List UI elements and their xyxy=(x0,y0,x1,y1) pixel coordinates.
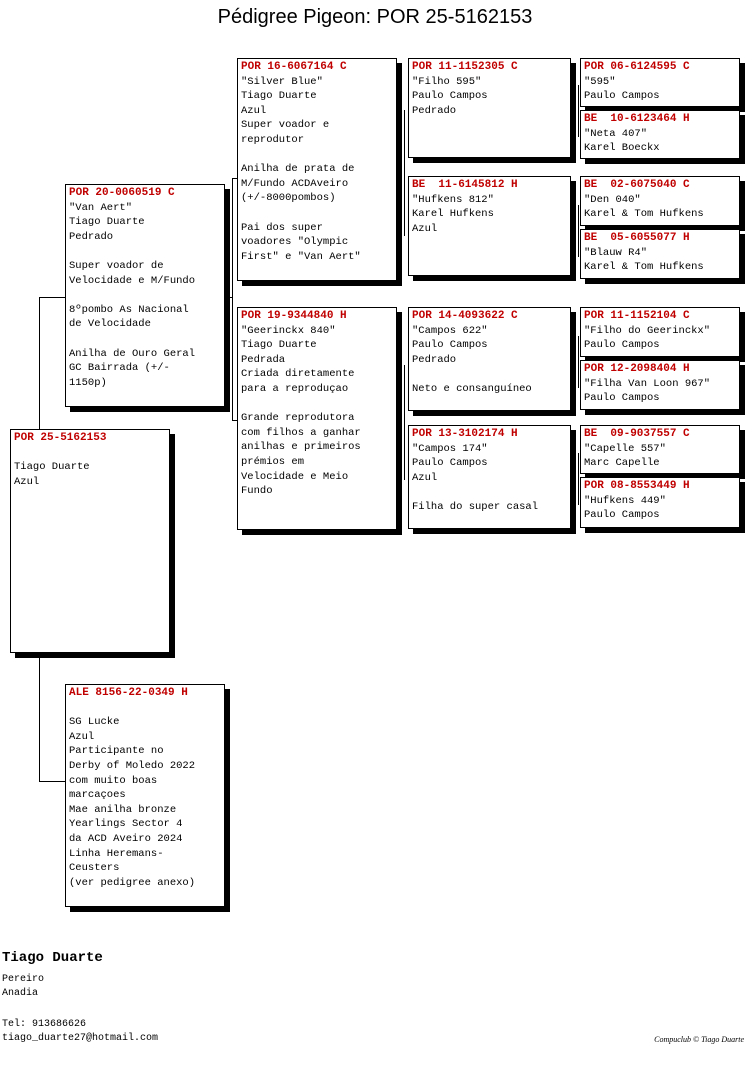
ancestor-box xyxy=(580,425,740,474)
connector-line xyxy=(225,297,233,298)
ring-number: BE 11-6145812 H xyxy=(412,179,518,191)
info-line: Super voador de xyxy=(69,259,164,272)
info-line: Tiago Duarte xyxy=(69,216,145,229)
info-line: (+/-8000pombos) xyxy=(241,192,336,205)
ancestor-box xyxy=(580,360,740,410)
ring-number: POR 16-6067164 C xyxy=(241,61,347,73)
info-line: Paulo Campos xyxy=(412,90,488,103)
info-line: "Geerinckx 840" xyxy=(241,324,336,337)
info-line: Paulo Campos xyxy=(584,90,660,103)
info-line xyxy=(412,367,567,382)
info-line: Pedrada xyxy=(241,353,286,366)
info-line: Tiago Duarte xyxy=(14,461,90,474)
info-line: Anilha de Ouro Geral xyxy=(69,347,196,360)
connector-line xyxy=(39,655,40,781)
credit-text: Compuclub © Tiago Duarte xyxy=(654,1035,744,1044)
info-line: Karel & Tom Hufkens xyxy=(584,261,704,274)
info-line: 1150p) xyxy=(69,376,107,389)
owner-city: Anadia xyxy=(2,988,39,999)
info-line: "Capelle 557" xyxy=(584,442,666,455)
connector-line xyxy=(578,205,579,257)
ring-number: BE 02-6075040 C xyxy=(584,179,690,191)
info-line: com muito boas xyxy=(69,774,158,787)
info-line: Karel Boeckx xyxy=(584,142,660,155)
owner-phone: Tel: 913686626 xyxy=(2,1019,87,1030)
info-line: "Campos 174" xyxy=(412,442,488,455)
info-line: Paulo Campos xyxy=(412,339,488,352)
ring-number: POR 12-2098404 H xyxy=(584,363,690,375)
info-line: de Velocidade xyxy=(69,318,151,331)
connector-line xyxy=(404,110,405,236)
ring-number: POR 11-1152305 C xyxy=(412,61,518,73)
owner-email: tiago_duarte27@hotmail.com xyxy=(2,1033,159,1044)
ancestor-box xyxy=(580,176,740,226)
info-line: reprodutor xyxy=(241,133,305,146)
ancestor-box xyxy=(580,307,740,357)
connector-line xyxy=(578,453,579,505)
info-line: Marc Capelle xyxy=(584,457,660,470)
info-line xyxy=(69,332,221,347)
info-line: Pedrado xyxy=(412,104,457,117)
info-line: SG Lucke xyxy=(69,716,120,729)
info-line: "Van Aert" xyxy=(69,201,133,214)
info-line xyxy=(69,288,221,303)
info-line: GC Bairrada (+/- xyxy=(69,362,170,375)
info-line: Velocidade e M/Fundo xyxy=(69,274,196,287)
info-line: Linha Heremans- xyxy=(69,847,164,860)
info-line: Azul xyxy=(14,475,40,488)
info-line: Karel Hufkens xyxy=(412,208,494,221)
info-line: Participante no xyxy=(69,745,164,758)
info-line: Fundo xyxy=(241,485,273,498)
info-line: Pai dos super xyxy=(241,221,323,234)
sire-dam-box xyxy=(237,307,397,530)
info-line xyxy=(14,446,166,461)
ancestor-box xyxy=(580,229,740,279)
info-line: Azul xyxy=(412,471,438,484)
info-line: voadores "Olympic xyxy=(241,236,349,249)
subject-pigeon-box xyxy=(10,429,170,653)
info-line: "Campos 622" xyxy=(412,324,488,337)
info-line: "Filho do Geerinckx" xyxy=(584,324,711,337)
info-line: Azul xyxy=(69,730,95,743)
info-line: Derby of Moledo 2022 xyxy=(69,759,196,772)
ring-number: POR 25-5162153 xyxy=(14,432,107,444)
info-line: prémios em xyxy=(241,455,305,468)
info-line: "Den 040" xyxy=(584,193,641,206)
ring-number: POR 08-8553449 H xyxy=(584,480,690,492)
sire-sire-dam-box xyxy=(408,176,571,276)
connector-line xyxy=(39,781,65,782)
sire-sire-box xyxy=(237,58,397,281)
info-line xyxy=(241,148,393,163)
info-line: Filha do super casal xyxy=(412,500,539,513)
info-line: Azul xyxy=(412,222,438,235)
info-line: M/Fundo ACDAveiro xyxy=(241,177,349,190)
ring-number: POR 13-3102174 H xyxy=(412,428,518,440)
info-line: "Filha Van Loon 967" xyxy=(584,377,711,390)
ancestor-box xyxy=(580,110,740,159)
info-line xyxy=(412,485,567,500)
info-line: Tiago Duarte xyxy=(241,90,317,103)
ancestor-box xyxy=(580,477,740,528)
connector-line xyxy=(39,297,40,434)
ring-number: POR 19-9344840 H xyxy=(241,310,347,322)
connector-line xyxy=(578,336,579,388)
info-line: Velocidade e Meio xyxy=(241,470,349,483)
info-line: da ACD Aveiro 2024 xyxy=(69,832,183,845)
info-line: "Blauw R4" xyxy=(584,246,648,259)
sire-dam-dam-box xyxy=(408,425,571,529)
ring-number: BE 05-6055077 H xyxy=(584,232,690,244)
info-line: com filhos a ganhar xyxy=(241,426,361,439)
info-line: "Hufkens 812" xyxy=(412,193,494,206)
connector-line xyxy=(578,85,579,137)
ring-number: POR 11-1152104 C xyxy=(584,310,690,322)
connector-line xyxy=(232,178,233,420)
info-line: First" e "Van Aert" xyxy=(241,250,361,263)
sire-dam-sire-box xyxy=(408,307,571,411)
ring-number: POR 20-0060519 C xyxy=(69,187,175,199)
info-line: Criada diretamente xyxy=(241,368,355,381)
info-line: Super voador e xyxy=(241,119,330,132)
sire-sire-sire-box xyxy=(408,58,571,158)
info-line: para a reproduçao xyxy=(241,382,349,395)
ring-number: POR 14-4093622 C xyxy=(412,310,518,322)
info-line: Mae anilha bronze xyxy=(69,803,177,816)
info-line: marcaçoes xyxy=(69,789,126,802)
info-line: 8ºpombo As Nacional xyxy=(69,303,189,316)
info-line: "Filho 595" xyxy=(412,75,482,88)
info-line xyxy=(69,244,221,259)
sire-box xyxy=(65,184,225,407)
ring-number: POR 06-6124595 C xyxy=(584,61,690,73)
info-line xyxy=(69,701,221,716)
info-line: Pedrado xyxy=(69,230,114,243)
dam-box xyxy=(65,684,225,907)
ring-number: BE 10-6123464 H xyxy=(584,113,690,125)
info-line: Paulo Campos xyxy=(584,392,660,405)
info-line: Grande reprodutora xyxy=(241,412,355,425)
info-line: Anilha de prata de xyxy=(241,163,355,176)
info-line xyxy=(241,397,393,412)
info-line: "Neta 407" xyxy=(584,127,648,140)
info-line: Pedrado xyxy=(412,353,457,366)
info-line: Azul xyxy=(241,104,267,117)
info-line: Karel & Tom Hufkens xyxy=(584,208,704,221)
info-line: Paulo Campos xyxy=(584,509,660,522)
info-line: "Hufkens 449" xyxy=(584,494,666,507)
ring-number: BE 09-9037557 C xyxy=(584,428,690,440)
connector-line xyxy=(39,297,65,298)
info-line: anilhas e primeiros xyxy=(241,441,361,454)
info-line: Yearlings Sector 4 xyxy=(69,818,183,831)
info-line: Ceusters xyxy=(69,862,120,875)
ring-number: ALE 8156-22-0349 H xyxy=(69,687,188,699)
owner-location: Pereiro xyxy=(2,974,45,985)
info-line: Tiago Duarte xyxy=(241,339,317,352)
info-line: "Silver Blue" xyxy=(241,75,323,88)
ancestor-box xyxy=(580,58,740,107)
owner-contact xyxy=(2,1018,158,1046)
connector-line xyxy=(404,365,405,480)
page-title: Pédigree Pigeon: POR 25-5162153 xyxy=(217,6,533,28)
info-line: (ver pedigree anexo) xyxy=(69,876,196,889)
info-line: Neto e consanguíneo xyxy=(412,382,532,395)
owner-name: Tiago Duarte xyxy=(2,950,103,966)
owner-address xyxy=(2,973,44,1001)
info-line xyxy=(241,206,393,221)
info-line: Paulo Campos xyxy=(412,457,488,470)
info-line: "595" xyxy=(584,75,616,88)
info-line: Paulo Campos xyxy=(584,339,660,352)
